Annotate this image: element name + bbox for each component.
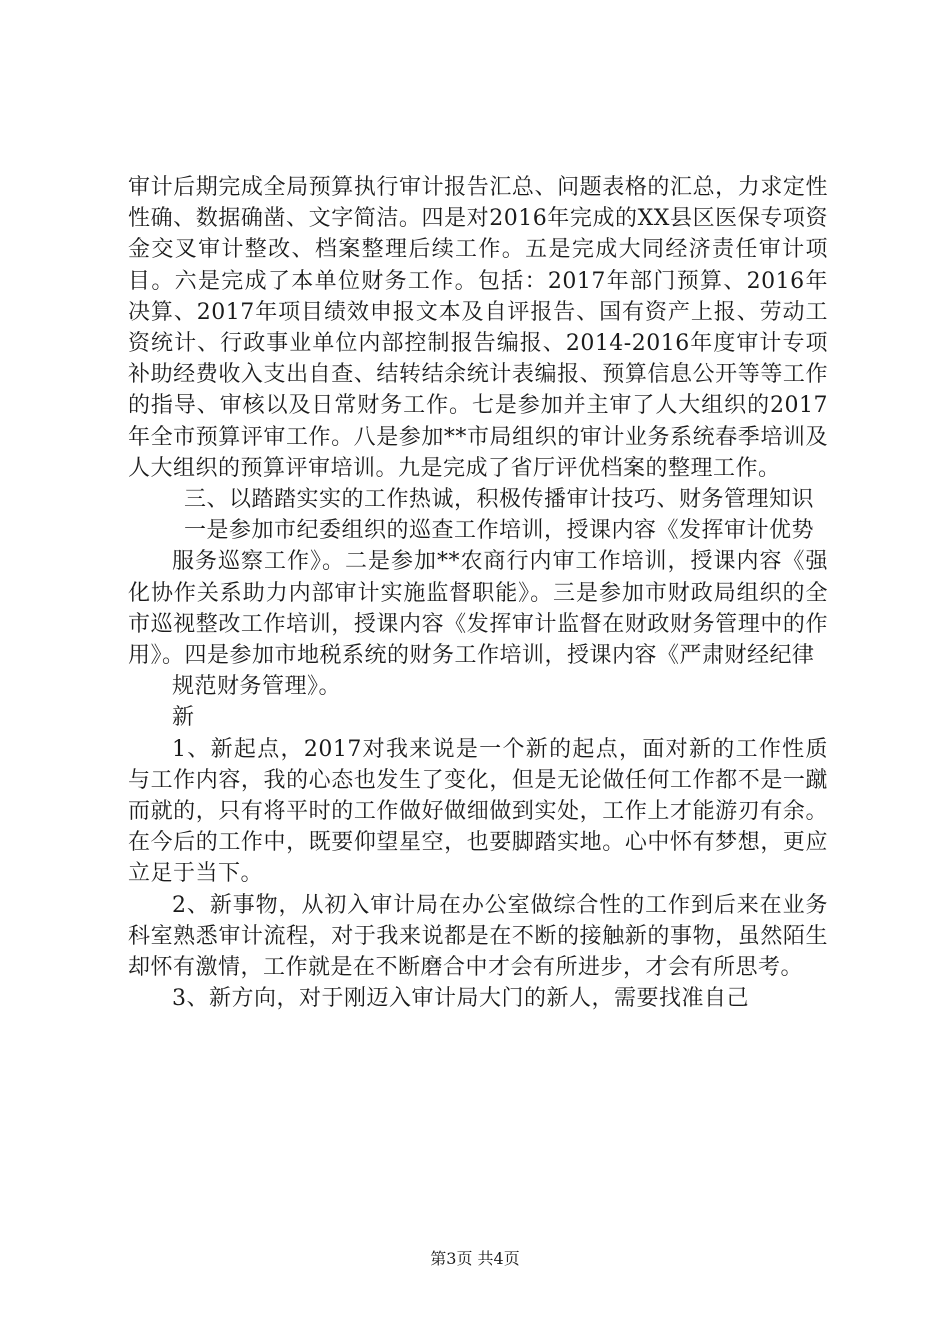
paragraph-audit-work-summary: 审计后期完成全局预算执行审计报告汇总、问题表格的汇总，力求定性性确、数据确凿、文字简洁。四是对2016年完成的XX县区医保专项资金交叉审计整改、档案整理后续工作。五是完成大同经济责任审计项目。六是完成了本单位财务工作。包括：2017年部门预算、2016年决算、2017年项目绩效申报文本及自评报告、国有资产上报、劳动工资统计、行政事业单位内部控制报告编报、2014-2016年度审计专项补助经费收入支出自查、结转结余统计表编报、预算信息公开等等工作的指导、审核以及日常财务工作。七是参加并主审了人大组织的2017年全市预算评审工作。八是参加**市局组织的审计业务系统春季培训及人大组织的预算评审培训。九是完成了省厅评优档案的整理工作。: [128, 175, 828, 481]
section-heading-three: 三、以踏踏实实的工作热诚，积极传播审计技巧、财务管理知识: [184, 487, 815, 513]
paragraph-new-things: 2、新事物，从初入审计局在办公室做综合性的工作到后来在业务科室熟悉审计流程，对于我来说都是在不断的接触新的事物，虽然陌生却怀有激情，工作就是在不断磨合中才会有所进步，才会有所思考。: [128, 892, 828, 981]
paragraph-new-starting-point: 1、新起点，2017对我来说是一个新的起点，面对新的工作性质与工作内容，我的心态也发生了变化，但是无论做任何工作都不是一蹴而就的，只有将平时的工作做好做细做到实处，工作上才能游刃有余。在今后的工作中，既要仰望星空，也要脚踏实地。心中怀有梦想，更应立足于当下。: [128, 736, 828, 887]
paragraph-training-end: 规范财务管理》。: [172, 674, 342, 700]
document-body: [128, 172, 828, 1014]
section-heading-new: 新: [172, 705, 195, 731]
paragraph-training-two: 服务巡察工作》。二是参加**农商行内审工作培训，授课内容《强化协作关系助力内部审计实施监督职能》。三是参加市财政局组织的全市巡视整改工作培训，授课内容《发挥审计监督在财政财务管理中的作用》。四是参加市地税系统的财务工作培训，授课内容《严肃财经纪律: [128, 549, 828, 669]
paragraph-training-one: 一是参加市纪委组织的巡查工作培训，授课内容《发挥审计优势: [184, 518, 815, 544]
page-number-footer: 第3页 共4页: [430, 1249, 520, 1268]
paragraph-new-direction: 3、新方向，对于刚迈入审计局大门的新人，需要找准自己: [172, 986, 749, 1012]
